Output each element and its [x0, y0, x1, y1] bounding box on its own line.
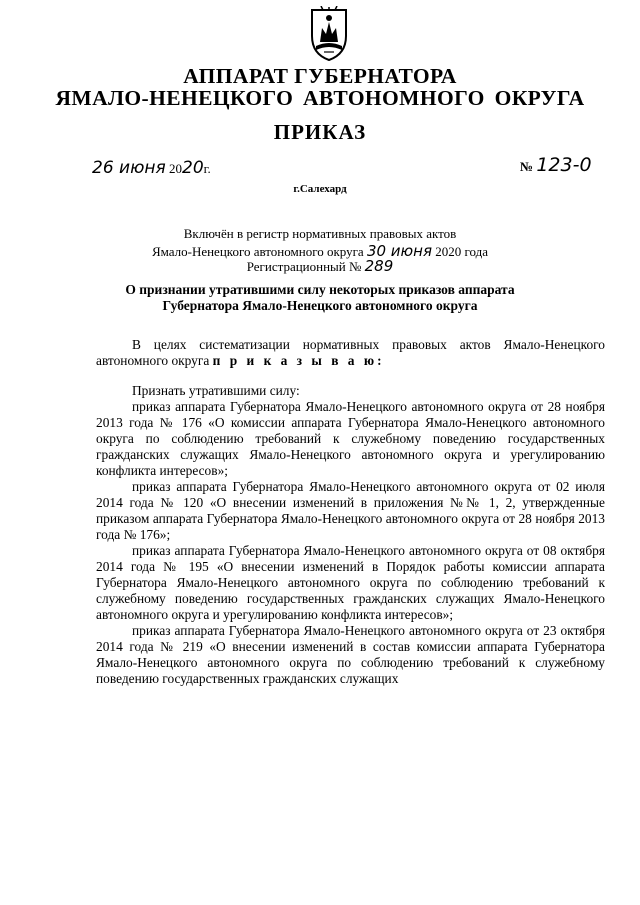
list-item: приказ аппарата Губернатора Ямало-Ненецкого автономного округа от 02 июля 2014 года № 120 «О внесении изменений в приложения №№ 1, 2, утвержденные приказом аппарата Губернатора Ямало-Ненецкого автономного округа от 28 ноября 2013 года № 176»;: [96, 479, 605, 542]
handwritten-date: 26 июня: [92, 158, 166, 178]
year-suffix: г.: [203, 161, 211, 176]
list-item: приказ аппарата Губернатора Ямало-Ненецкого автономного округа от 23 октября 2014 года № 219 «О внесении изменений в состав комиссии аппарата Губернатора Ямало-Ненецкого автономного округа по соблюдению требований к служебному поведению государственных гражданских служащих: [96, 623, 605, 686]
order-number: [520, 154, 592, 176]
list-item: приказ аппарата Губернатора Ямало-Ненецкого автономного округа от 28 ноября 2013 года № 176 «О комиссии аппарата Губернатора Ямало-Ненецкого автономного округа по соблюдению требований к служебному поведению государственных гражданских служащих Ямало-Ненецкого автономного округа и урегулированию конфликта интересов»;: [96, 399, 605, 478]
order-body: [96, 337, 605, 687]
intro-text: В целях систематизации нормативных правовых актов Ямало-Ненецкого автономного округа: [96, 337, 605, 368]
order-title-line1: О признании утратившими силу некоторых приказов аппарата: [125, 282, 515, 297]
coat-of-arms-emblem: [306, 6, 352, 62]
handwritten-year: 20: [182, 158, 204, 178]
registry-line1: Включён в регистр нормативных правовых актов: [183, 226, 457, 241]
registry-line2-after: 2020 года: [435, 244, 489, 259]
document-type-heading: ПРИКАЗ: [273, 120, 367, 144]
order-title-line2: Губернатора Ямало-Ненецкого автономного округа: [162, 298, 478, 313]
number-label: №: [520, 159, 534, 174]
handwritten-registry-date: 30 июня: [366, 242, 433, 260]
lead-paragraph: Признать утратившими силу:: [132, 383, 300, 398]
list-item: приказ аппарата Губернатора Ямало-Ненецкого автономного округа от 08 октября 2014 года № 195 «О внесении изменений в Порядок работы комиссии аппарата Губернатора Ямало-Ненецкого автономного округа по соблюдению требований к служебному поведению государственных гражданских служащих Ямало-Ненецкого автономного округа и урегулированию конфликта интересов»;: [96, 543, 605, 622]
registry-line2-before: Ямало-Ненецкого автономного округа: [151, 244, 364, 259]
organization-name-line2: ЯМАЛО-НЕНЕЦКОГО АВТОНОМНОГО ОКРУГА: [55, 86, 585, 110]
intro-paragraph: [96, 337, 605, 369]
registry-line3: [0, 257, 640, 275]
handwritten-number: 123-0: [536, 154, 592, 176]
order-date: [92, 158, 211, 178]
organization-name-line1: АППАРАТ ГУБЕРНАТОРА: [183, 64, 457, 88]
city-line: г.Салехард: [293, 183, 347, 195]
intro-emphasis: п р и к а з ы в а ю:: [212, 353, 385, 368]
year-prefix: 20: [169, 161, 182, 176]
handwritten-registry-number: 289: [364, 257, 394, 275]
registry-number-label: Регистрационный №: [246, 259, 362, 274]
